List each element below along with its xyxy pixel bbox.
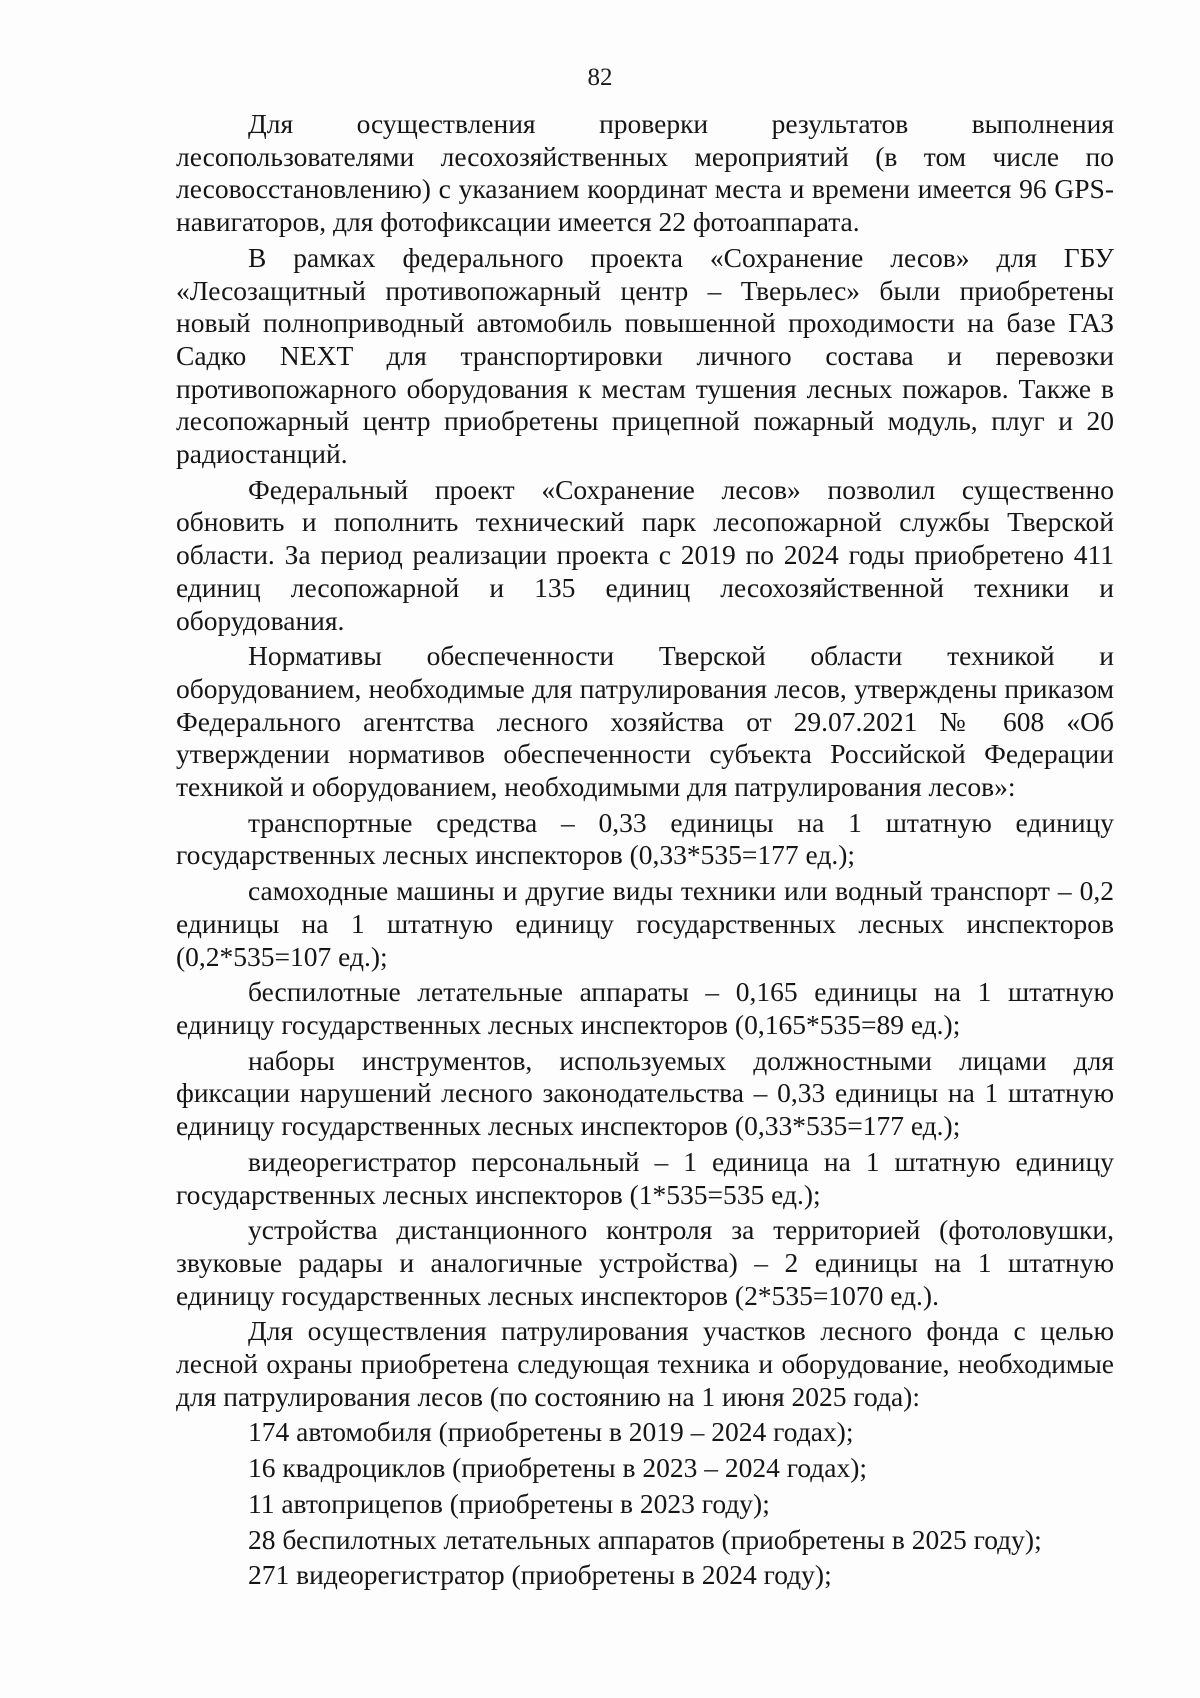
list-item-recorders-purchased: 271 видеорегистратор (приобретены в 2024 году); — [248, 1559, 832, 1591]
list-item-vehicles-standard: транспортные средства – 0,33 единицы на 1 штатную единицу государственных лесных инспекторов (0,33*535=177 ед.); — [176, 806, 1114, 871]
list-item-self-propelled-standard: самоходные машины и другие виды техники или водный транспорт – 0,2 единицы на 1 штатную единицу государственных лесных инспекторов (0,2*535=107 ед.); — [176, 875, 1114, 972]
list-item-tool-kits-standard: наборы инструментов, используемых должностными лицами для фиксации нарушений лесного законодательства – 0,33 единицы на 1 штатную единицу государственных лесных инспекторов (0,33*535=177 ед.); — [176, 1044, 1114, 1142]
document-body — [176, 108, 1114, 1595]
paragraph-gps-navigators: Для осуществления проверки результатов выполнения лесопользователями лесохозяйственных мероприятий (в том числе по лесовосстановлению) с указанием координат места и времени имеется 96 GPS-навигаторов, для фотофиксации имеется 22 фотоаппарата. — [176, 108, 1114, 238]
paragraph-patrol-equipment-intro: Для осуществления патрулирования участков лесного фонда с целью лесной охраны приобретена следующая техника и оборудование, необходимые для патрулирования лесов (по состоянию на 1 июня 2025 года): — [176, 1315, 1114, 1412]
paragraph-standards-order: Нормативы обеспеченности Тверской области техникой и оборудованием, необходимые для патрулирования лесов, утверждены приказом Федерального агентства лесного хозяйства от 29.07.2021 № 608 «Об утверждении нормативов обеспеченности субъекта Российской Федерации техникой и оборудованием, необходимыми для патрулирования лесов»: — [176, 640, 1114, 803]
paragraph-federal-project-purchases: В рамках федерального проекта «Сохранение лесов» для ГБУ «Лесозащитный противопожарный центр – Тверьлес» были приобретены новый полноприводный автомобиль повышенной проходимости на базе ГАЗ Садко NEXT для транспортировки личного состава и перевозки противопожарного оборудования к местам тушения лесных пожаров. Также в лесопожарный центр приобретены прицепной пожарный модуль, плуг и 20 радиостанций. — [176, 241, 1114, 470]
paragraph-federal-project-results: Федеральный проект «Сохранение лесов» позволил существенно обновить и пополнить технический парк лесопожарной службы Тверской области. За период реализации проекта с 2019 по 2024 годы приобретено 411 единиц лесопожарной и 135 единиц лесохозяйственной техники и оборудования. — [176, 473, 1114, 636]
list-item-drones-purchased: 28 беспилотных летательных аппаратов (приобретены в 2025 году); — [248, 1523, 1042, 1555]
list-item-video-recorder-standard: видеорегистратор персональный – 1 единица на 1 штатную единицу государственных лесных инспекторов (1*535=535 ед.); — [176, 1145, 1114, 1210]
list-item-cars-purchased: 174 автомобиля (приобретены в 2019 – 2024 годах); — [248, 1416, 854, 1448]
list-item-remote-monitoring-standard: устройства дистанционного контроля за территорией (фотоловушки, звуковые радары и аналогичные устройства) – 2 единицы на 1 штатную единицу государственных лесных инспекторов (2*535=1070 ед.). — [176, 1214, 1114, 1311]
list-item-trailers-purchased: 11 автоприцепов (приобретены в 2023 году); — [248, 1487, 770, 1519]
page-number: 82 — [587, 64, 613, 91]
list-item-quads-purchased: 16 квадроциклов (приобретены в 2023 – 2024 годах); — [248, 1452, 868, 1484]
list-item-drones-standard: беспилотные летательные аппараты – 0,165 единицы на 1 штатную единицу государственных лесных инспекторов (0,165*535=89 ед.); — [176, 976, 1114, 1040]
